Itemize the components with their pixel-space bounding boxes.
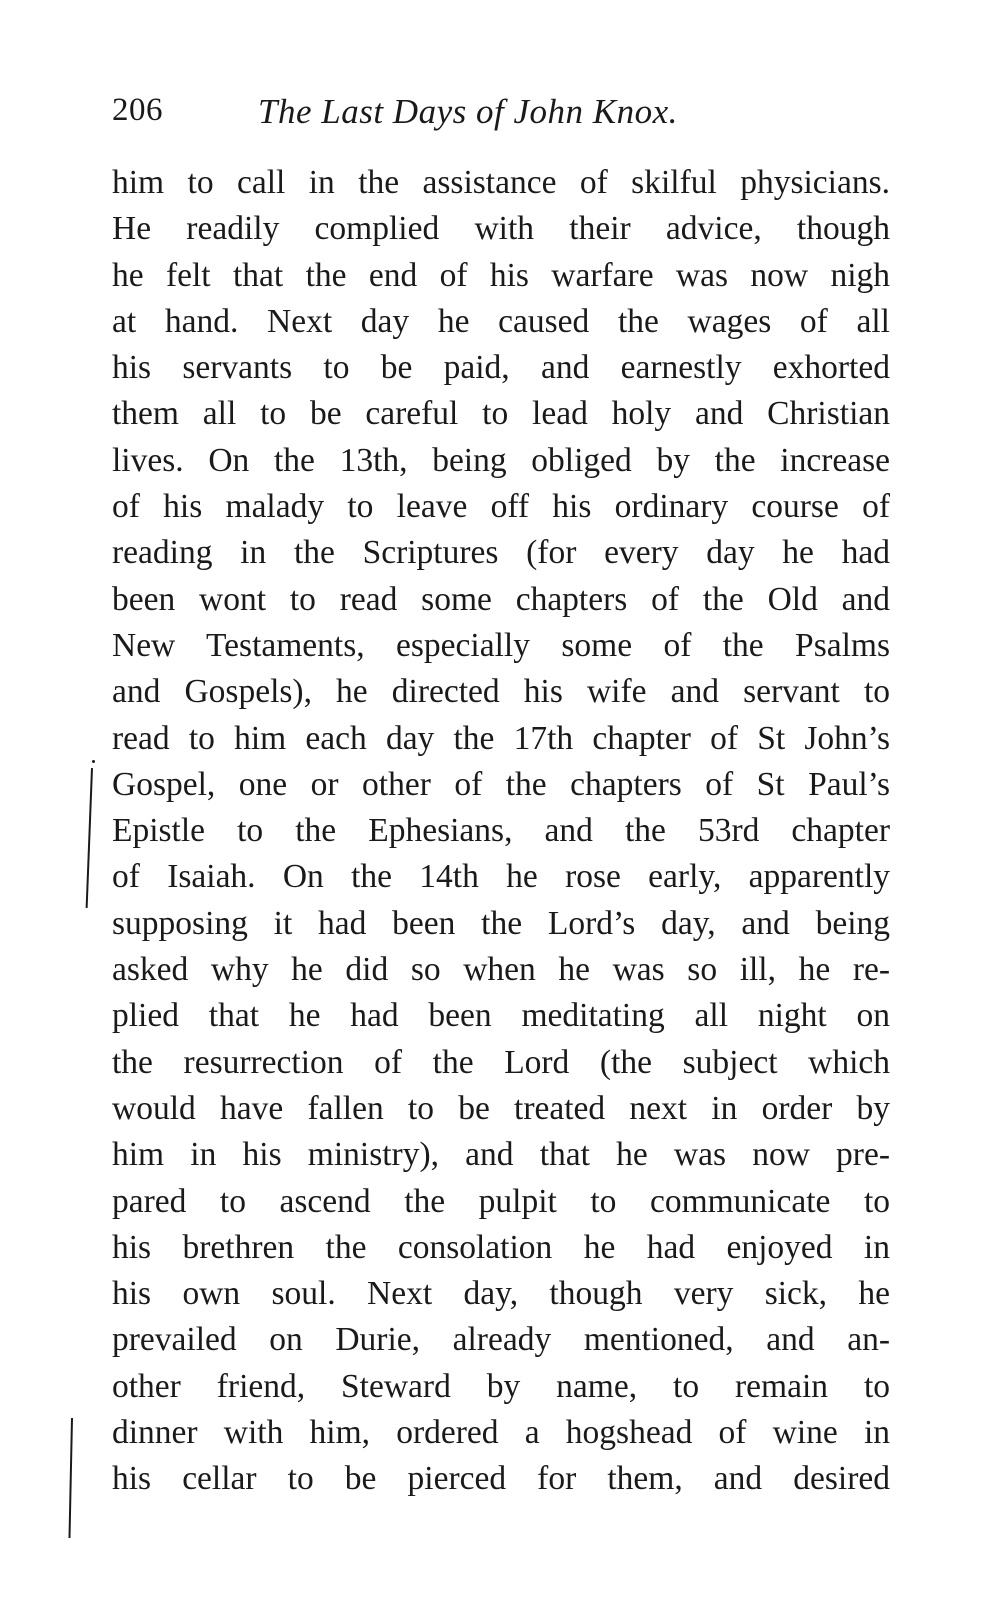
- text-line: been wont to read some chapters of the Old and: [112, 580, 890, 618]
- text-line: other friend, Steward by name, to remain to: [112, 1367, 890, 1405]
- text-line: his own soul. Next day, though very sick, he: [112, 1275, 890, 1313]
- page-header: [112, 92, 752, 136]
- page-number: 206: [112, 92, 163, 128]
- text-line: lives. On the 13th, being obliged by the increase: [112, 441, 890, 479]
- text-line: of his malady to leave off his ordinary course of: [112, 488, 890, 526]
- text-line: his brethren the consolation he had enjoyed in: [112, 1228, 890, 1266]
- text-line: He readily complied with their advice, though: [112, 210, 890, 248]
- text-line: the resurrection of the Lord (the subject which: [112, 1043, 890, 1081]
- text-line: asked why he did so when he was so ill, he re-: [112, 951, 890, 989]
- text-line: him to call in the assistance of skilful physicians.: [112, 164, 890, 201]
- text-line: his servants to be paid, and earnestly exhorted: [112, 349, 890, 387]
- running-title: The Last Days of John Knox.: [258, 92, 678, 131]
- margin-dot-mark: [92, 760, 95, 763]
- text-line: reading in the Scriptures (for every day he had: [112, 534, 890, 572]
- text-line: of Isaiah. On the 14th he rose early, apparently: [112, 858, 890, 896]
- text-line: supposing it had been the Lord’s day, and being: [112, 904, 890, 942]
- text-line: would have fallen to be treated next in order by: [112, 1089, 890, 1127]
- text-line: pared to ascend the pulpit to communicate to: [112, 1182, 890, 1220]
- text-line: Gospel, one or other of the chapters of St Paul’s: [112, 765, 890, 803]
- text-line: him in his ministry), and that he was now pre-: [112, 1136, 890, 1174]
- margin-pencil-mark: [86, 768, 93, 908]
- body-text: [112, 160, 890, 1503]
- text-line: plied that he had been meditating all night on: [112, 997, 890, 1035]
- text-line: them all to be careful to lead holy and Christian: [112, 395, 890, 433]
- text-line: New Testaments, especially some of the Psalms: [112, 626, 890, 664]
- text-line: dinner with him, ordered a hogshead of wine in: [112, 1414, 890, 1452]
- text-line: prevailed on Durie, already mentioned, and an-: [112, 1321, 890, 1359]
- margin-pencil-mark: [68, 1418, 73, 1538]
- text-line: Epistle to the Ephesians, and the 53rd chapter: [112, 812, 890, 850]
- text-line: he felt that the end of his warfare was now nigh: [112, 256, 890, 294]
- text-line: at hand. Next day he caused the wages of all: [112, 302, 890, 340]
- text-line: and Gospels), he directed his wife and servant to: [112, 673, 890, 711]
- text-line: read to him each day the 17th chapter of St John’s: [112, 719, 890, 757]
- text-line: his cellar to be pierced for them, and desired: [112, 1460, 890, 1498]
